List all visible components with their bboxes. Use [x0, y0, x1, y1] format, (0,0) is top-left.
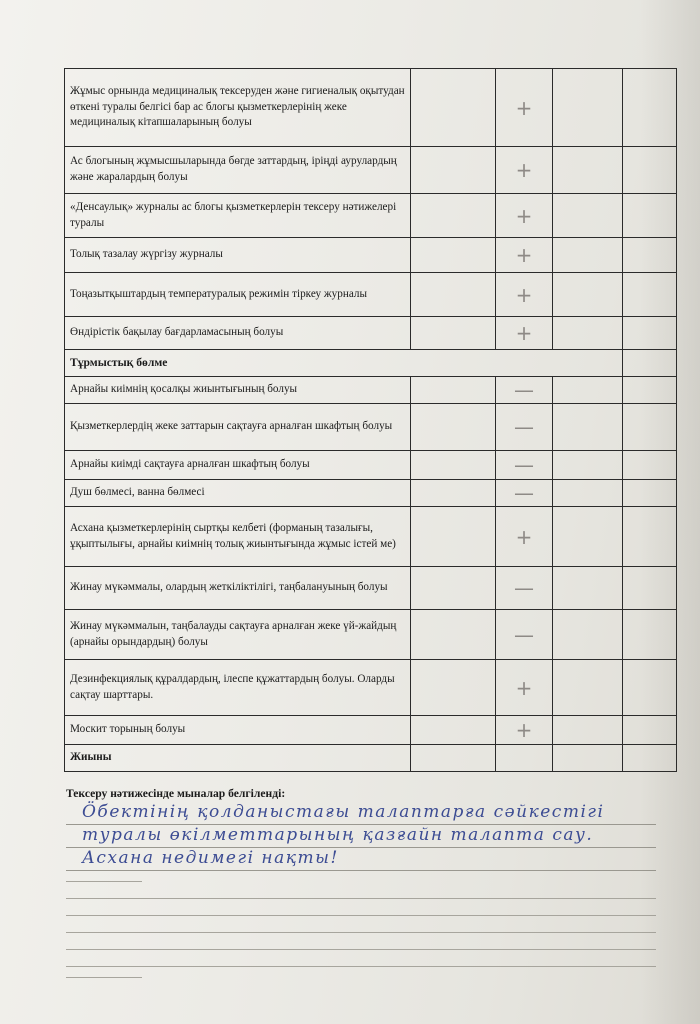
- row-label: Асхана қызметкерлерінің сыртқы келбеті (форманың тазалығы, ұқыптылығы, арнайы киімнің толық жиынтығында жұмыс істей ме): [65, 507, 411, 567]
- row-label: Жұмыс орнында медициналық тексеруден және гигиеналық оқытудан өткені туралы белгісі бар ас блогы қызметкерлерінің жеке медициналық кітапшаларының болуы: [65, 69, 411, 147]
- row-label: Жинау мүкәммалын, таңбалауды сақтауға арналған жеке үй-жайдың (арнайы орындардың) болуы: [65, 610, 411, 660]
- short-rule: [66, 871, 142, 882]
- row-label: Арнайы киімнің қосалқы жиынтығының болуы: [65, 377, 411, 404]
- dash-mark: —: [514, 453, 534, 477]
- inspection-results: [66, 787, 656, 978]
- row-label: Тоңазытқыштардың температуралық режимін тіркеу журналы: [65, 273, 411, 317]
- blank-rule: [66, 950, 656, 967]
- table-row: [65, 660, 677, 716]
- row-label: «Денсаулық» журналы ас блогы қызметкерлерін тексеру нәтижелері туралы: [65, 194, 411, 238]
- total-label: Жиыны: [65, 745, 411, 772]
- check-mark: +: [515, 158, 533, 182]
- check-mark: +: [515, 95, 533, 120]
- table-row: [65, 610, 677, 660]
- dash-mark: —: [514, 415, 534, 439]
- dash-mark: —: [514, 622, 534, 647]
- check-mark: +: [515, 282, 533, 307]
- table-row: [65, 317, 677, 350]
- table-row: [65, 377, 677, 404]
- table-row: [65, 194, 677, 238]
- handwritten-line: туралы өкілметтарының қазғайн талапта сау.: [66, 825, 656, 848]
- blank-rule: [66, 899, 656, 916]
- row-label: Жинау мүкәммалы, олардың жеткіліктілігі, таңбалануының болуы: [65, 567, 411, 610]
- table-row: [65, 404, 677, 451]
- table-row: [65, 238, 677, 273]
- dash-mark: —: [514, 576, 534, 600]
- handwritten-line: Ӧбектінің қолданыстағы талаптарға сәйкестігі: [66, 802, 656, 825]
- handwritten-line: Асхана недимегі нақты!: [66, 848, 656, 871]
- check-mark: +: [515, 524, 533, 549]
- table-row: [65, 716, 677, 745]
- row-label: Ас блогының жұмысшыларында бөгде заттардың, іріңді аурулардың және жаралардың болуы: [65, 147, 411, 194]
- blank-rule: [66, 916, 656, 933]
- row-label: Дезинфекциялық құралдардың, ілеспе құжаттардың болуы. Оларды сақтау шарттары.: [65, 660, 411, 716]
- check-mark: +: [515, 321, 533, 345]
- row-label: Өндірістік бақылау бағдарламасының болуы: [65, 317, 411, 350]
- checklist-table: [64, 68, 677, 772]
- blank-rule: [66, 933, 656, 950]
- row-label: Душ бөлмесі, ванна бөлмесі: [65, 480, 411, 507]
- row-label: Толық тазалау жүргізу журналы: [65, 238, 411, 273]
- table-row: [65, 451, 677, 480]
- total-row: [65, 745, 677, 772]
- short-rule: [66, 967, 142, 978]
- check-mark: +: [515, 243, 533, 267]
- results-title: Тексеру нәтижесінде мыналар белгіленді:: [66, 787, 286, 800]
- section-header-row: [65, 350, 677, 377]
- table-row: [65, 480, 677, 507]
- row-label: Москит торының болуы: [65, 716, 411, 745]
- check-mark: +: [515, 675, 533, 700]
- check-mark: +: [515, 718, 533, 742]
- table-row: [65, 507, 677, 567]
- table-row: [65, 567, 677, 610]
- table-row: [65, 273, 677, 317]
- table-row: [65, 69, 677, 147]
- check-mark: +: [515, 203, 533, 228]
- dash-mark: —: [514, 481, 534, 505]
- table-row: [65, 147, 677, 194]
- row-label: Арнайы киімді сақтауға арналған шкафтың болуы: [65, 451, 411, 480]
- dash-mark: —: [514, 378, 534, 402]
- section-title: Тұрмыстық бөлме: [65, 350, 623, 377]
- row-label: Қызметкерлердің жеке заттарын сақтауға арналған шкафтың болуы: [65, 404, 411, 451]
- blank-rule: [66, 882, 656, 899]
